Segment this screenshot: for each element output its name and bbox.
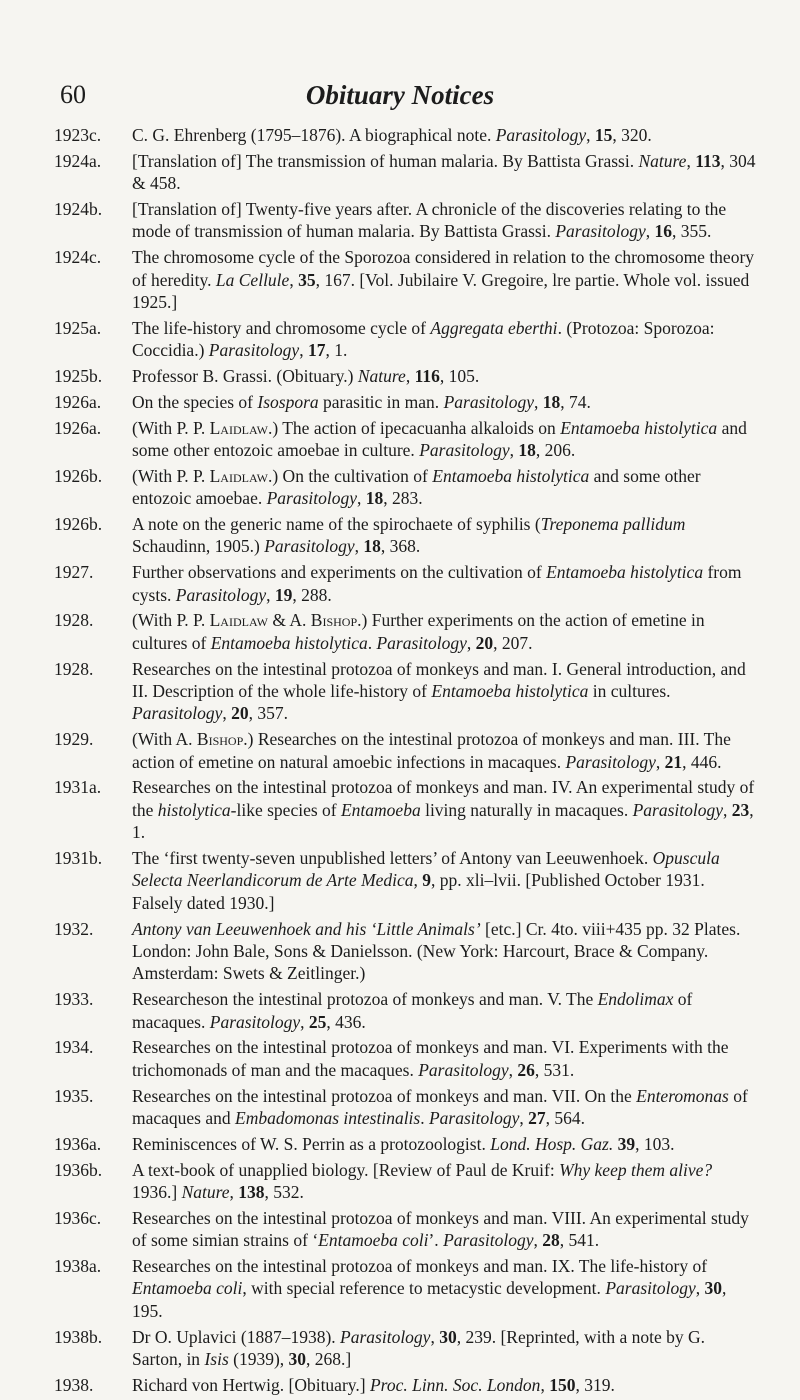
citation-text: , bbox=[533, 391, 543, 412]
citation-text: Professor B. Grassi. (Obituary.) bbox=[132, 366, 358, 387]
citation-text: . bbox=[420, 1108, 429, 1129]
entry-citation bbox=[132, 124, 759, 146]
bibliography-entry bbox=[54, 124, 759, 146]
italic-text: Parasitology bbox=[632, 799, 724, 820]
volume-number: 20 bbox=[475, 632, 494, 653]
citation-text: living naturally in macaques. bbox=[420, 799, 633, 820]
author-name: Bishop bbox=[196, 729, 244, 750]
italic-text: Parasitology bbox=[376, 632, 467, 653]
citation-text: (With P. P. bbox=[132, 465, 210, 486]
bibliography-entry bbox=[54, 1374, 759, 1396]
citation-text: The life-history and chromosome cycle of bbox=[132, 317, 431, 338]
volume-number: 27 bbox=[528, 1108, 546, 1129]
bibliography-entry bbox=[54, 1207, 759, 1252]
italic-text: Entamoeba histolytica bbox=[210, 632, 368, 653]
citation-text: Reminiscences of W. S. Perrin as a protozoologist. bbox=[132, 1133, 491, 1154]
italic-text: Isis bbox=[204, 1349, 229, 1370]
citation-text: , bbox=[695, 1278, 705, 1299]
entry-citation bbox=[132, 513, 759, 558]
entry-year: 1924c. bbox=[54, 247, 102, 268]
volume-number: 113 bbox=[695, 150, 721, 171]
citation-text: -like species of bbox=[230, 799, 341, 820]
bibliography-entry bbox=[54, 1036, 759, 1081]
italic-text: Parasitology bbox=[209, 1011, 301, 1032]
citation-text: .) The action of ipecacuanha alkaloids on bbox=[267, 417, 561, 438]
citation-text: 1936.] bbox=[132, 1182, 182, 1203]
citation-text: , 206. bbox=[535, 440, 576, 461]
running-title: Obituary Notices bbox=[305, 80, 495, 110]
italic-text: Enteromonas bbox=[636, 1085, 729, 1106]
citation-text: , bbox=[413, 870, 423, 891]
italic-text: Entamoeba histolytica bbox=[560, 417, 718, 438]
bibliography-entry bbox=[54, 847, 759, 914]
entry-year: 1924b. bbox=[54, 199, 103, 219]
volume-number: 25 bbox=[308, 1011, 327, 1032]
volume-number: 30 bbox=[439, 1326, 457, 1347]
entry-citation bbox=[132, 609, 759, 654]
bibliography-entry bbox=[54, 561, 759, 606]
entry-citation bbox=[132, 1207, 759, 1252]
volume-number: 19 bbox=[274, 584, 293, 605]
volume-number: 16 bbox=[654, 221, 673, 242]
citation-text: of macaques and bbox=[132, 1085, 748, 1129]
citation-text: & A. bbox=[267, 610, 311, 631]
italic-text: Parasitology bbox=[428, 1108, 520, 1129]
entry-year: 1926a. bbox=[54, 417, 102, 438]
citation-text: , bbox=[300, 1011, 309, 1032]
volume-number: 9 bbox=[422, 870, 432, 891]
citation-text: , bbox=[466, 632, 476, 653]
citation-text: Researches on the intestinal protozoa of monkeys and man. I. General introduction, and II. Description of the whole life-history of bbox=[132, 658, 746, 702]
citation-text: and some other entozoic amoebae in culture. bbox=[132, 417, 747, 461]
citation-text: , bbox=[405, 366, 415, 387]
volume-number: 150 bbox=[549, 1374, 576, 1395]
citation-text: , with special reference to metacystic development. bbox=[242, 1278, 606, 1299]
volume-number: 28 bbox=[542, 1230, 560, 1251]
citation-text: of macaques. bbox=[132, 989, 693, 1032]
bibliography-entry bbox=[54, 417, 759, 462]
entry-year: 1938a. bbox=[54, 1256, 102, 1277]
italic-text: Parasitology bbox=[443, 391, 534, 412]
citation-text: , bbox=[519, 1108, 529, 1129]
entry-citation bbox=[132, 1133, 759, 1155]
citation-text: [etc.] Cr. 4to. viii+435 pp. 32 Plates. London: John Bale, Sons & Danielsson. (New York: Harcourt, Brace & Company. Amsterdam: Swets & Zeitlinger.) bbox=[132, 918, 741, 984]
entry-citation bbox=[132, 1326, 759, 1371]
bibliography-entry bbox=[54, 198, 759, 243]
entry-citation bbox=[132, 1255, 759, 1322]
citation-text: Researches on the intestinal protozoa of monkeys and man. VIII. An experimental study of some simian strains of ‘ bbox=[132, 1207, 749, 1251]
citation-text: , 105. bbox=[439, 366, 480, 387]
citation-text: , 531. bbox=[534, 1059, 575, 1080]
italic-text: Parasitology bbox=[565, 751, 656, 772]
citation-text: , pp. xli–lvii. [Published October 1931. Falsely dated 1930.] bbox=[132, 870, 705, 913]
italic-text: Parasitology bbox=[264, 536, 355, 557]
bibliography-entry bbox=[54, 1326, 759, 1371]
italic-text: Aggregata eberthi bbox=[430, 317, 558, 338]
citation-text: , 541. bbox=[559, 1230, 600, 1251]
entry-citation bbox=[132, 1159, 759, 1204]
bibliography-entry bbox=[54, 513, 759, 558]
entry-citation bbox=[132, 1374, 759, 1396]
italic-text: Parasitology bbox=[340, 1326, 431, 1347]
entry-citation bbox=[132, 988, 759, 1033]
citation-text: , bbox=[289, 269, 299, 290]
italic-text: histolytica bbox=[157, 799, 231, 820]
italic-text: Nature bbox=[638, 150, 687, 171]
citation-text: , 103. bbox=[635, 1133, 675, 1154]
italic-text: Nature bbox=[181, 1182, 230, 1203]
citation-text: , 368. bbox=[380, 536, 421, 557]
bibliography-entry bbox=[54, 391, 759, 413]
volume-number: 18 bbox=[363, 536, 381, 557]
italic-text: Parasitology bbox=[419, 440, 510, 461]
citation-text: .) Researches on the intestinal protozoa of monkeys and man. III. The action of emetine on natural amoebic infections in macaques. bbox=[132, 729, 731, 772]
citation-text: , bbox=[509, 440, 519, 461]
author-name: Bishop bbox=[310, 610, 358, 631]
italic-text: Proc. Linn. Soc. London bbox=[369, 1374, 541, 1395]
citation-text: , 1. bbox=[325, 340, 348, 361]
entry-year: 1929. bbox=[54, 729, 94, 750]
entry-citation bbox=[132, 317, 759, 362]
citation-text: , 436. bbox=[326, 1011, 366, 1032]
author-name: Laidlaw bbox=[209, 610, 268, 631]
italic-text: Parasitology bbox=[605, 1278, 696, 1299]
citation-text: , 283. bbox=[383, 488, 423, 509]
entry-citation bbox=[132, 1036, 759, 1081]
volume-number: 30 bbox=[704, 1278, 722, 1299]
italic-text: Entamoeba histolytica bbox=[432, 465, 590, 486]
volume-number: 23 bbox=[731, 799, 750, 820]
entry-year: 1925b. bbox=[54, 366, 103, 387]
volume-number: 18 bbox=[365, 488, 384, 509]
bibliography-entry bbox=[54, 918, 759, 985]
citation-text: Researches on the intestinal protozoa of monkeys and man. VII. On the bbox=[132, 1085, 637, 1106]
citation-text: (With P. P. bbox=[132, 417, 210, 438]
italic-text: Parasitology bbox=[495, 125, 587, 145]
italic-text: Treponema pallidum bbox=[540, 514, 686, 535]
citation-text: Schaudinn, 1905.) bbox=[132, 536, 265, 557]
citation-text: , bbox=[655, 751, 665, 772]
citation-text: , bbox=[645, 221, 655, 242]
bibliography-entry bbox=[54, 658, 759, 725]
entry-year: 1924a. bbox=[54, 150, 102, 171]
citation-text: [Translation of] Twenty-five years after. A chronicle of the discoveries relating to the mode of transmission of human malaria. By Battista Grassi. bbox=[132, 199, 727, 242]
citation-text: , bbox=[266, 584, 275, 605]
volume-number: 20 bbox=[231, 703, 249, 724]
italic-text: Parasitology bbox=[208, 340, 300, 361]
italic-text: Embadomonas intestinalis bbox=[235, 1108, 421, 1129]
volume-number: 39 bbox=[617, 1133, 636, 1154]
italic-text: Parasitology bbox=[443, 1230, 534, 1251]
entry-year: 1934. bbox=[54, 1037, 94, 1058]
citation-text: , bbox=[723, 799, 732, 820]
entry-year: 1926b. bbox=[54, 514, 103, 535]
citation-text: , bbox=[357, 488, 366, 509]
citation-text: .) On the cultivation of bbox=[267, 465, 433, 486]
italic-text: Lond. Hosp. Gaz. bbox=[490, 1133, 614, 1154]
italic-text: Opuscula Selecta Neerlandicorum de Arte Medica bbox=[132, 848, 720, 891]
entry-citation bbox=[132, 561, 759, 606]
entry-year: 1923c. bbox=[54, 125, 102, 145]
entry-year: 1935. bbox=[54, 1085, 94, 1106]
entry-citation bbox=[132, 365, 759, 387]
entry-year: 1936c. bbox=[54, 1207, 102, 1228]
italic-text: Parasitology bbox=[266, 488, 358, 509]
citation-text: , bbox=[533, 1230, 543, 1251]
bibliography-entry bbox=[54, 1085, 759, 1130]
citation-text: Richard von Hertwig. [Obituary.] bbox=[132, 1374, 370, 1395]
citation-text: , 74. bbox=[560, 391, 591, 412]
entry-year: 1926a. bbox=[54, 391, 102, 412]
entry-year: 1938. bbox=[54, 1374, 94, 1395]
volume-number: 21 bbox=[664, 751, 683, 772]
citation-text: in cultures. bbox=[588, 681, 671, 702]
citation-text: The chromosome cycle of the Sporozoa considered in relation to the chromosome theory of heredity. bbox=[132, 247, 755, 290]
italic-text: Entamoeba coli bbox=[318, 1230, 429, 1251]
page-header bbox=[60, 80, 740, 120]
citation-text: , 268.] bbox=[306, 1349, 352, 1370]
citation-text: , 195. bbox=[132, 1278, 727, 1321]
italic-text: Antony van Leeuwenhoek and his ‘Little Animals’ bbox=[132, 918, 481, 939]
italic-text: Nature bbox=[357, 366, 406, 387]
citation-text: Researches on the intestinal protozoa of monkeys and man. VI. Experiments with the trichomonads of man and the macaques. bbox=[132, 1037, 729, 1080]
entry-citation bbox=[132, 465, 759, 510]
entry-year: 1936a. bbox=[54, 1133, 102, 1154]
entry-citation bbox=[132, 246, 759, 313]
bibliography-entry bbox=[54, 1159, 759, 1204]
entry-year: 1931b. bbox=[54, 848, 103, 869]
citation-text: The ‘first twenty-seven unpublished letters’ of Antony van Leeuwenhoek. bbox=[132, 848, 653, 869]
author-name: Laidlaw bbox=[209, 417, 268, 438]
citation-text: , 564. bbox=[545, 1108, 586, 1129]
citation-text: Dr O. Uplavici (1887–1938). bbox=[132, 1326, 341, 1347]
citation-text: , bbox=[229, 1182, 239, 1203]
volume-number: 26 bbox=[517, 1059, 535, 1080]
citation-text: [Translation of] The transmission of human malaria. By Battista Grassi. bbox=[132, 150, 639, 171]
italic-text: Isospora bbox=[257, 391, 319, 412]
entry-citation bbox=[132, 847, 759, 914]
citation-text: , bbox=[686, 150, 696, 171]
italic-text: Parasitology bbox=[175, 584, 267, 605]
citation-text: , bbox=[430, 1326, 440, 1347]
citation-text: On the species of bbox=[132, 391, 258, 412]
entry-year: 1926b. bbox=[54, 465, 103, 486]
citation-text: ’. bbox=[428, 1230, 444, 1251]
author-name: Laidlaw bbox=[209, 465, 268, 486]
italic-text: Parasitology bbox=[132, 703, 223, 724]
entry-year: 1931a. bbox=[54, 777, 102, 798]
volume-number: 30 bbox=[288, 1349, 307, 1370]
bibliography-list bbox=[54, 124, 759, 1400]
entry-citation bbox=[132, 728, 759, 773]
citation-text: , 355. bbox=[672, 221, 712, 242]
volume-number: 35 bbox=[298, 269, 316, 290]
citation-text: , 319. bbox=[575, 1374, 615, 1395]
volume-number: 17 bbox=[307, 340, 326, 361]
bibliography-entry bbox=[54, 728, 759, 773]
citation-text: A text-book of unapplied biology. [Review of Paul de Kruif: bbox=[132, 1159, 560, 1180]
citation-text: , bbox=[586, 125, 595, 145]
citation-text: Researches on the intestinal protozoa of monkeys and man. IX. The life-history of bbox=[132, 1256, 708, 1277]
entry-citation bbox=[132, 198, 759, 243]
entry-year: 1928. bbox=[54, 610, 94, 631]
citation-text: (With P. P. bbox=[132, 610, 210, 631]
entry-year: 1936b. bbox=[54, 1159, 103, 1180]
citation-text: , 304 & 458. bbox=[132, 150, 756, 194]
italic-text: Entamoeba bbox=[340, 799, 421, 820]
citation-text: from cysts. bbox=[132, 562, 742, 605]
italic-text: Endolimax bbox=[597, 989, 674, 1010]
citation-text: , 207. bbox=[493, 632, 533, 653]
bibliography-entry bbox=[54, 609, 759, 654]
citation-text: , 446. bbox=[682, 751, 722, 772]
entry-year: 1925a. bbox=[54, 317, 102, 338]
citation-text: , 239. [Reprinted, with a note by G. Sarton, in bbox=[132, 1326, 706, 1370]
entry-year: 1938b. bbox=[54, 1326, 103, 1347]
entry-citation bbox=[132, 150, 759, 195]
bibliography-entry bbox=[54, 365, 759, 387]
bibliography-entry bbox=[54, 465, 759, 510]
italic-text: Parasitology bbox=[418, 1059, 509, 1080]
citation-text: and some other entozoic amoebae. bbox=[132, 465, 701, 509]
entry-citation bbox=[132, 776, 759, 843]
citation-text: A note on the generic name of the spirochaete of syphilis ( bbox=[132, 514, 541, 535]
citation-text: , 357. bbox=[248, 703, 289, 724]
entry-citation bbox=[132, 658, 759, 725]
citation-text: , 1. bbox=[132, 799, 754, 843]
volume-number: 138 bbox=[238, 1182, 265, 1203]
bibliography-entry bbox=[54, 317, 759, 362]
entry-year: 1928. bbox=[54, 658, 94, 679]
italic-text: Parasitology bbox=[555, 221, 646, 242]
volume-number: 116 bbox=[414, 366, 440, 387]
citation-text: . (Protozoa: Sporozoa: Coccidia.) bbox=[132, 317, 715, 361]
volume-number: 18 bbox=[518, 440, 536, 461]
citation-text: Further observations and experiments on the cultivation of bbox=[132, 562, 547, 583]
citation-text: C. G. Ehrenberg (1795–1876). A biographical note. bbox=[132, 125, 496, 145]
italic-text: Entamoeba histolytica bbox=[546, 562, 704, 583]
citation-text: , bbox=[354, 536, 364, 557]
entry-year: 1927. bbox=[54, 562, 94, 583]
entry-year: 1932. bbox=[54, 918, 94, 939]
volume-number: 15 bbox=[594, 125, 613, 145]
bibliography-entry bbox=[54, 776, 759, 843]
bibliography-entry bbox=[54, 1255, 759, 1322]
italic-text: Why keep them alive? bbox=[559, 1159, 713, 1180]
citation-text: , bbox=[222, 703, 232, 724]
bibliography-entry bbox=[54, 988, 759, 1033]
entry-citation bbox=[132, 918, 759, 985]
bibliography-entry bbox=[54, 1133, 759, 1155]
italic-text: Entamoeba coli bbox=[132, 1278, 243, 1299]
citation-text: .) Further experiments on the action of emetine in cultures of bbox=[132, 610, 705, 653]
italic-text: Entamoeba histolytica bbox=[431, 681, 589, 702]
entry-year: 1933. bbox=[54, 989, 94, 1010]
citation-text: , bbox=[299, 340, 308, 361]
bibliography-entry bbox=[54, 150, 759, 195]
citation-text: parasitic in man. bbox=[318, 391, 444, 412]
citation-text: , 288. bbox=[292, 584, 332, 605]
bibliography-entry bbox=[54, 246, 759, 313]
entry-citation bbox=[132, 1085, 759, 1130]
volume-number: 18 bbox=[542, 391, 561, 412]
citation-text: , 532. bbox=[264, 1182, 304, 1203]
citation-text: . bbox=[367, 632, 377, 653]
citation-text: Researcheson the intestinal protozoa of monkeys and man. V. The bbox=[132, 989, 598, 1010]
citation-text: , 167. [Vol. Jubilaire V. Gregoire, lre partie. Whole vol. issued 1925.] bbox=[132, 269, 750, 313]
entry-citation bbox=[132, 417, 759, 462]
italic-text: La Cellule bbox=[215, 269, 290, 290]
citation-text: , 320. bbox=[612, 125, 652, 145]
citation-text: (With A. bbox=[132, 729, 197, 750]
entry-citation bbox=[132, 391, 759, 413]
page-number: 60 bbox=[60, 80, 86, 109]
citation-text: (1939), bbox=[228, 1349, 289, 1370]
citation-text: Researches on the intestinal protozoa of monkeys and man. IV. An experimental study of the bbox=[132, 777, 755, 820]
citation-text: , bbox=[540, 1374, 550, 1395]
citation-text: , bbox=[508, 1059, 518, 1080]
